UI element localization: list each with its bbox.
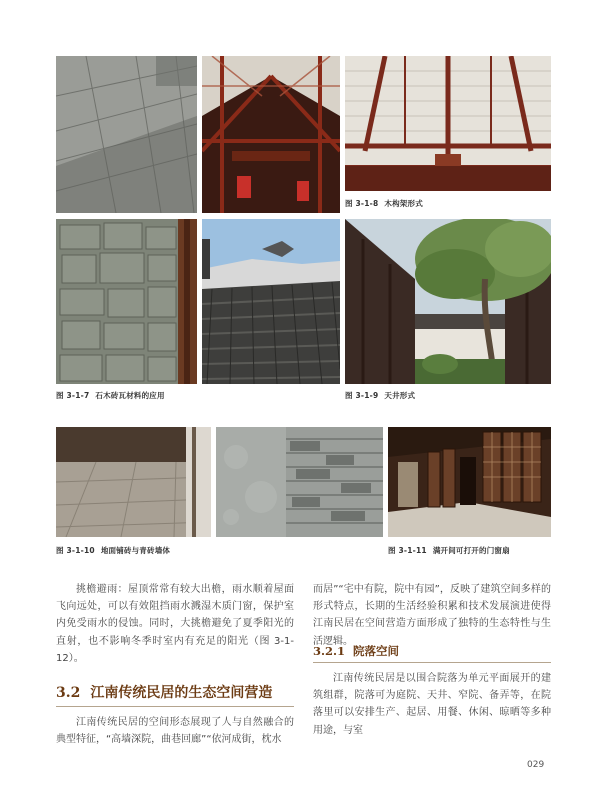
section-heading-rule [56,706,294,707]
subsection-heading [313,643,399,659]
figure-caption-text: 天井形式 [384,391,416,400]
figure-caption-text: 地面铺砖与青砖墙体 [100,546,171,555]
photo-stone-brick-wall [56,219,197,384]
section-number: 3.2 [56,685,81,701]
figure-caption-3-1-10 [56,545,170,556]
figure-number: 图 3-1-9 [345,391,379,400]
subsection-number: 3.2.1 [313,644,346,658]
figure-caption-text: 满开间可打开的门窗扇 [432,546,510,555]
figure-caption-3-1-8 [345,198,423,209]
subsection-heading-rule [313,662,551,663]
photo-blue-brick-wall [216,427,383,537]
figure-caption-3-1-11 [388,545,510,556]
paragraph-eaves [56,581,294,667]
photo-stone-paving [56,56,197,213]
figure-caption-3-1-9 [345,390,415,401]
photo-white-roof-frame [345,56,551,191]
photo-lattice-doors [388,427,551,537]
photo-courtyard-tree [345,219,551,384]
figure-caption-text: 石木砖瓦材料的应用 [95,391,165,400]
paragraph-text: 江南传统民居是以围合院落为单元平面展开的建筑组群，院落可为庭院、天井、窄院、备弄等，在院落里可以安排生产、起居、用餐、休闲、晾晒等多种用途，与室 [313,673,551,736]
photo-tiled-roof [202,219,340,384]
paragraph-courtyard [313,670,551,739]
figure-caption-text: 木构架形式 [384,199,423,208]
figure-number: 图 3-1-8 [345,199,379,208]
figure-caption-3-1-7 [56,390,165,401]
paragraph-text: 江南传统民居的空间形态展现了人与自然融合的典型特征，“高墙深院，曲巷回廊”“依河成街，枕水 [56,717,294,746]
photo-red-roof-truss [202,56,340,213]
section-heading [56,682,272,702]
figure-number: 图 3-1-11 [388,546,427,555]
paragraph-section-continued [313,581,551,650]
section-title-text: 江南传统民居的生态空间营造 [90,685,273,701]
paragraph-text: 挑檐避雨：屋顶常常有较大出檐，雨水顺着屋面飞向远处，可以有效阻挡雨水溅湿木质门窗，保护室内免受雨水的侵蚀。同时，大挑檐避免了夏季阳光的直射，也不影响冬季时室内有充足的阳光（图 3-1-12）。 [56,584,294,664]
figure-number: 图 3-1-10 [56,546,95,555]
page-number: 029 [527,760,545,770]
paragraph-text: 而居”“宅中有院，院中有园”，反映了建筑空间多样的形式特点，长期的生活经验积累和技术发展演进使得江南民居在空间营造方面形成了独特的生态特性与生活逻辑。 [313,584,551,647]
figure-number: 图 3-1-7 [56,391,90,400]
subsection-title-text: 院落空间 [353,644,400,658]
photo-floor-paving [56,427,211,537]
paragraph-section-intro [56,714,294,748]
